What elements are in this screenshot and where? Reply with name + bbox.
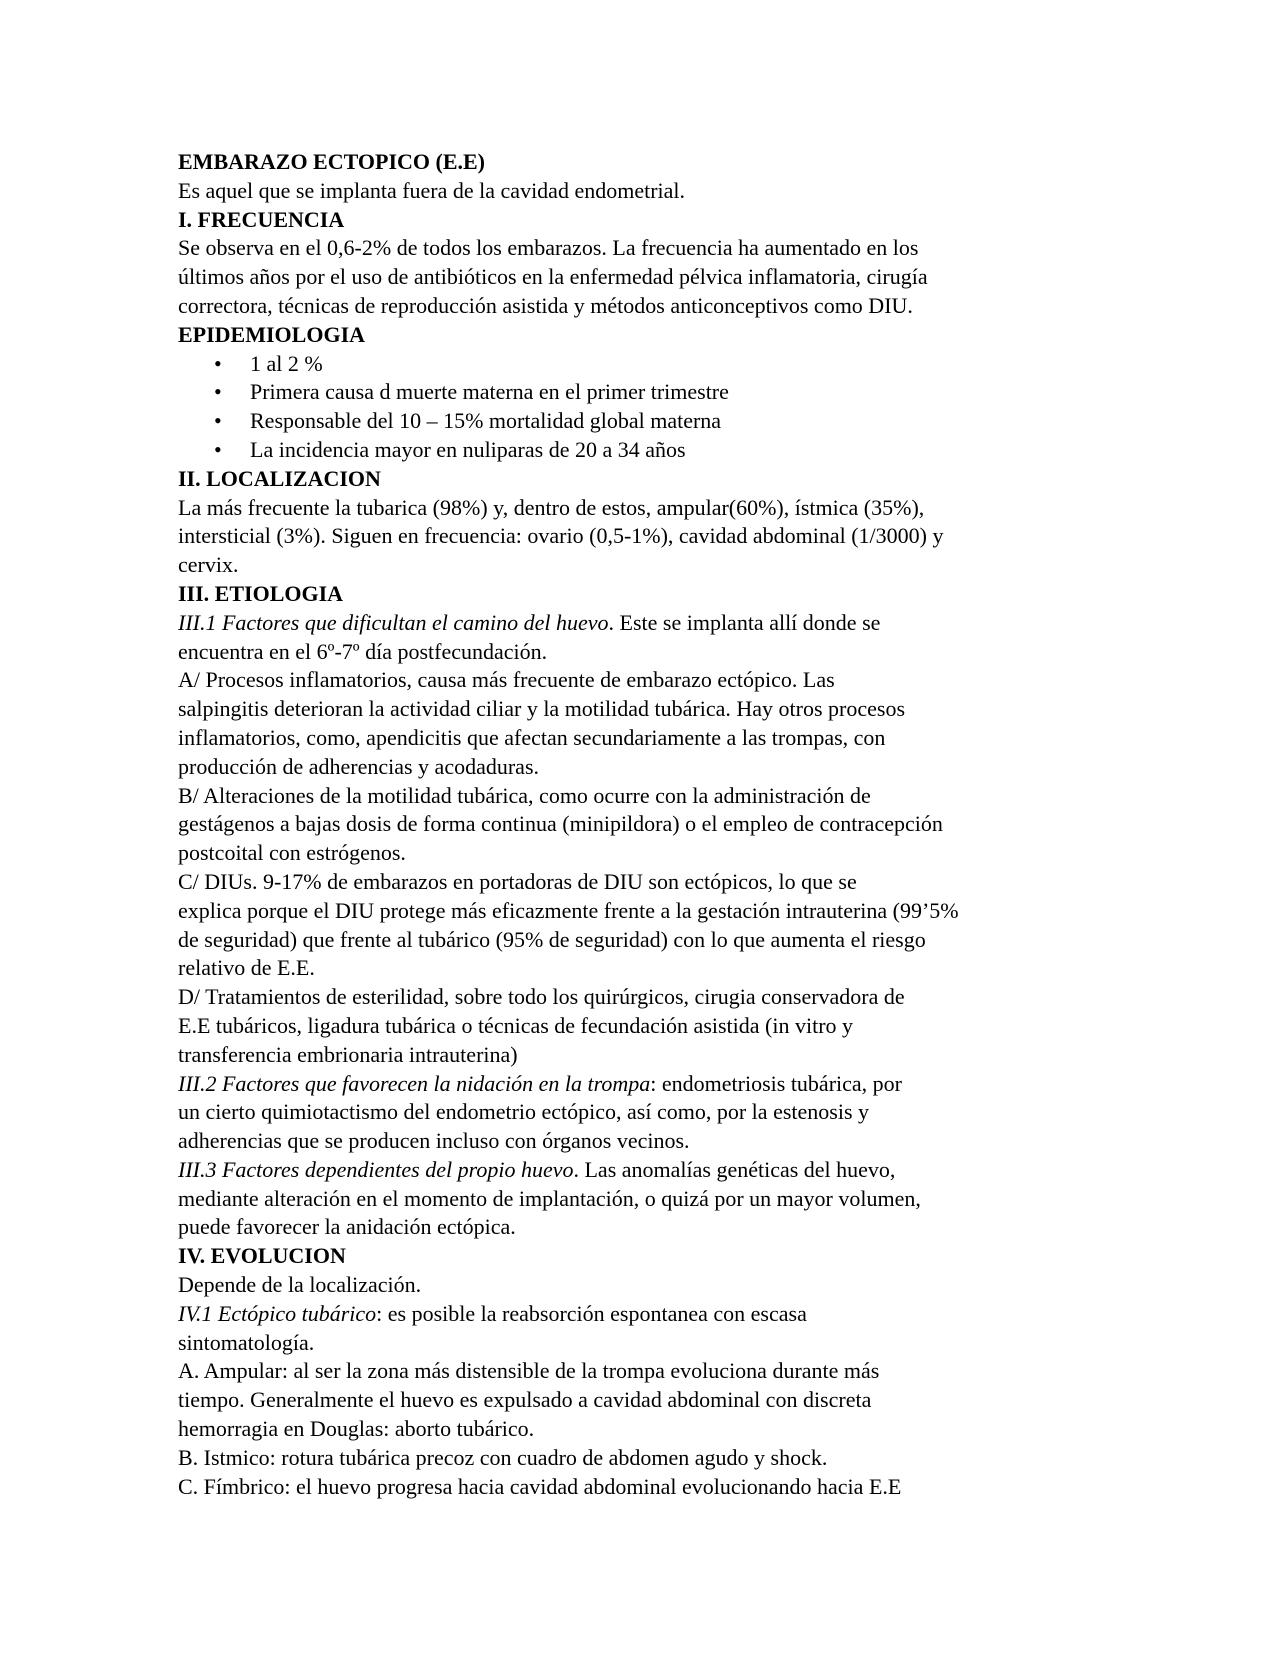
list-item-text: Responsable del 10 – 15% mortalidad global materna	[250, 408, 722, 434]
subsection-text: : es posible la reabsorción espontanea con escasa	[376, 1300, 807, 1326]
subsection-title: III.1 Factores que dificultan el camino del huevo	[178, 609, 609, 635]
etiologia-subsection-3	[178, 1156, 1078, 1185]
etiologia-d-line: E.E tubáricos, ligadura tubárica o técnicas de fecundación asistida (in vitro y	[178, 1012, 854, 1038]
etiologia-b-line: postcoital con estrógenos.	[178, 840, 406, 866]
document-title: EMBARAZO ECTOPICO (E.E)	[178, 149, 486, 174]
evolucion-a-line: tiempo. Generalmente el huevo es expulsado a cavidad abdominal con discreta	[178, 1387, 872, 1413]
evolucion-a-line: A. Ampular: al ser la zona más distensible de la trompa evoluciona durante más	[178, 1358, 880, 1384]
etiologia-c-line: explica porque el DIU protege más eficazmente frente a la gestación intrauterina (99’5%	[178, 897, 959, 923]
etiologia-a-line: producción de adherencias y acodaduras.	[178, 753, 540, 779]
bullet-icon: •	[214, 436, 222, 462]
etiologia-a-line: A/ Procesos inflamatorios, causa más frecuente de embarazo ectópico. Las	[178, 667, 835, 693]
section-heading-evolucion: IV. EVOLUCION	[178, 1243, 346, 1269]
etiologia-subsection-3-line: puede favorecer la anidación ectópica.	[178, 1214, 516, 1240]
etiologia-d-line: D/ Tratamientos de esterilidad, sobre todo los quirúrgicos, cirugia conservadora de	[178, 984, 905, 1010]
evolucion-b-line: B. Istmico: rotura tubárica precoz con cuadro de abdomen agudo y shock.	[178, 1444, 828, 1470]
list-item-text: Primera causa d muerte materna en el primer trimestre	[250, 379, 729, 405]
etiologia-a-line: inflamatorios, como, apendicitis que afectan secundariamente a las trompas, con	[178, 724, 886, 750]
localizacion-line: La más frecuente la tubarica (98%) y, dentro de estos, ampular(60%), ístmica (35%),	[178, 494, 925, 520]
subsection-text: : endometriosis tubárica, por	[650, 1070, 902, 1096]
etiologia-c-line: de seguridad) que frente al tubárico (95% de seguridad) con lo que aumenta el riesgo	[178, 926, 926, 952]
subsection-title: III.3 Factores dependientes del propio huevo	[178, 1156, 574, 1182]
etiologia-subsection-2	[178, 1070, 1078, 1099]
etiologia-c-line: relativo de E.E.	[178, 955, 315, 981]
etiologia-c-line: C/ DIUs. 9-17% de embarazos en portadoras de DIU son ectópicos, lo que se	[178, 868, 857, 894]
evolucion-a-line: hemorragia en Douglas: aborto tubárico.	[178, 1416, 535, 1442]
section-heading-frecuencia: I. FRECUENCIA	[178, 206, 345, 232]
evolucion-subsection-1-line: sintomatología.	[178, 1329, 315, 1355]
epidemiologia-list-item	[178, 378, 1078, 407]
etiologia-subsection-1	[178, 609, 1078, 638]
section-heading-epidemiologia: EPIDEMIOLOGIA	[178, 321, 366, 347]
subsection-title: III.2 Factores que favorecen la nidación en la trompa	[178, 1070, 651, 1096]
evolucion-intro: Depende de la localización.	[178, 1272, 422, 1298]
epidemiologia-list-item	[178, 407, 1078, 436]
list-item-text: 1 al 2 %	[250, 350, 323, 376]
etiologia-d-line: transferencia embrionaria intrauterina)	[178, 1041, 518, 1067]
etiologia-b-line: B/ Alteraciones de la motilidad tubárica, como ocurre con la administración de	[178, 782, 871, 808]
list-item-text: La incidencia mayor en nuliparas de 20 a 34 años	[250, 436, 686, 462]
subsection-text: . Las anomalías genéticas del huevo,	[573, 1156, 896, 1182]
localizacion-line: intersticial (3%). Siguen en frecuencia: ovario (0,5-1%), cavidad abdominal (1/3000) y	[178, 523, 944, 549]
epidemiologia-list-item	[178, 436, 1078, 465]
etiologia-subsection-2-line: adherencias que se producen incluso con órganos vecinos.	[178, 1128, 690, 1154]
etiologia-subsection-2-line: un cierto quimiotactismo del endometrio ectópico, así como, por la estenosis y	[178, 1099, 870, 1125]
frecuencia-line: Se observa en el 0,6-2% de todos los embarazos. La frecuencia ha aumentado en los	[178, 235, 919, 261]
evolucion-subsection-1	[178, 1300, 1078, 1329]
section-heading-localizacion: II. LOCALIZACION	[178, 465, 381, 491]
frecuencia-line: correctora, técnicas de reproducción asistida y métodos anticonceptivos como DIU.	[178, 292, 913, 318]
bullet-icon: •	[214, 408, 222, 434]
frecuencia-line: últimos años por el uso de antibióticos en la enfermedad pélvica inflamatoria, cirugía	[178, 264, 928, 290]
etiologia-subsection-3-line: mediante alteración en el momento de implantación, o quizá por un mayor volumen,	[178, 1185, 921, 1211]
localizacion-line: cervix.	[178, 552, 239, 578]
document-page	[178, 148, 1078, 1501]
definition-text: Es aquel que se implanta fuera de la cavidad endometrial.	[178, 177, 686, 203]
section-heading-etiologia: III. ETIOLOGIA	[178, 580, 344, 606]
etiologia-subsection-1-line: encuentra en el 6º-7º día postfecundación.	[178, 638, 548, 664]
bullet-icon: •	[214, 379, 222, 405]
subsection-text: . Este se implanta allí donde se	[608, 609, 881, 635]
bullet-icon: •	[214, 350, 222, 376]
evolucion-c-line: C. Fímbrico: el huevo progresa hacia cavidad abdominal evolucionando hacia E.E	[178, 1473, 902, 1499]
subsection-title: IV.1 Ectópico tubárico	[178, 1300, 377, 1326]
etiologia-a-line: salpingitis deterioran la actividad ciliar y la motilidad tubárica. Hay otros procesos	[178, 696, 905, 722]
epidemiologia-list-item	[178, 350, 1078, 379]
etiologia-b-line: gestágenos a bajas dosis de forma continua (minipildora) o el empleo de contracepción	[178, 811, 943, 837]
